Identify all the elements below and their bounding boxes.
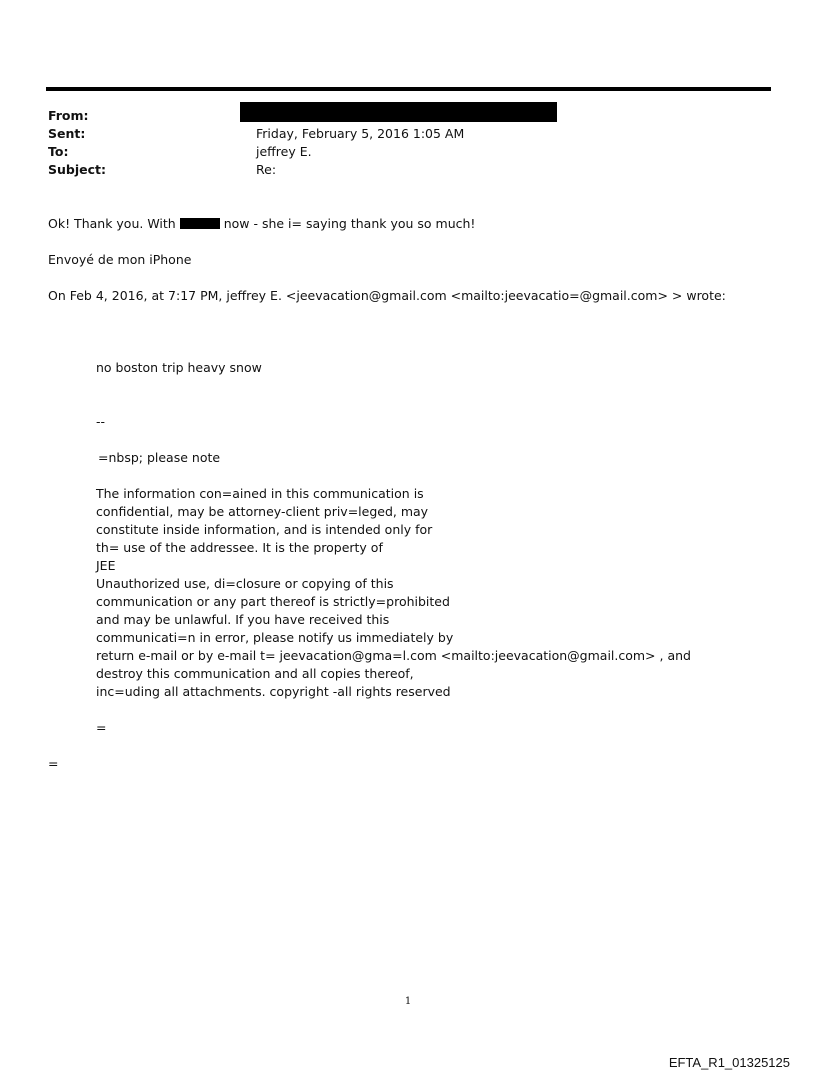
please-note-line: =nbsp; please note: [98, 450, 221, 465]
reply-text-before: Ok! Thank you. With: [48, 216, 176, 231]
subject-value: Re:: [256, 162, 277, 177]
disclaimer-line: JEE: [96, 558, 116, 573]
sent-label: Sent:: [48, 126, 86, 141]
from-label: From:: [48, 108, 89, 123]
disclaimer-line: destroy this communication and all copies thereof,: [96, 666, 414, 681]
disclaimer-line: and may be unlawful. If you have received this: [96, 612, 390, 627]
to-value: jeffrey E.: [256, 144, 312, 159]
reply-line: [48, 215, 475, 233]
name-redaction: [180, 218, 220, 229]
disclaimer-line: return e-mail or by e-mail t= jeevacation@gma=l.com <mailto:jeevacation@gmail.com> , and: [96, 648, 691, 663]
signature-separator: --: [96, 414, 106, 429]
header-rule: [46, 87, 771, 91]
to-label: To:: [48, 144, 69, 159]
quote-intro: On Feb 4, 2016, at 7:17 PM, jeffrey E. <jeevacation@gmail.com <mailto:jeevacatio=@gmail.com> > wrote:: [48, 288, 726, 303]
sent-value: Friday, February 5, 2016 1:05 AM: [256, 126, 465, 141]
document-id: EFTA_R1_01325125: [668, 1055, 790, 1070]
from-redaction: [240, 102, 557, 122]
disclaimer-line: communication or any part thereof is strictly=prohibited: [96, 594, 450, 609]
disclaimer-line: Unauthorized use, di=closure or copying of this: [96, 576, 394, 591]
disclaimer-line: confidential, may be attorney-client priv=leged, may: [96, 504, 429, 519]
mobile-signature: Envoyé de mon iPhone: [48, 252, 192, 267]
quoted-message: no boston trip heavy snow: [96, 360, 262, 375]
disclaimer-line: constitute inside information, and is intended only for: [96, 522, 433, 537]
page-number: 1: [404, 996, 412, 1007]
disclaimer-line: inc=uding all attachments. copyright -all rights reserved: [96, 684, 451, 699]
disclaimer-line: th= use of the addressee. It is the property of: [96, 540, 383, 555]
reply-text-after: now - she i= saying thank you so much!: [223, 216, 476, 231]
disclaimer-line: The information con=ained in this communication is: [96, 486, 424, 501]
subject-label: Subject:: [48, 162, 106, 177]
end-marker: =: [48, 756, 59, 771]
disclaimer-line: communicati=n in error, please notify us immediately by: [96, 630, 454, 645]
quoted-end-marker: =: [96, 720, 107, 735]
